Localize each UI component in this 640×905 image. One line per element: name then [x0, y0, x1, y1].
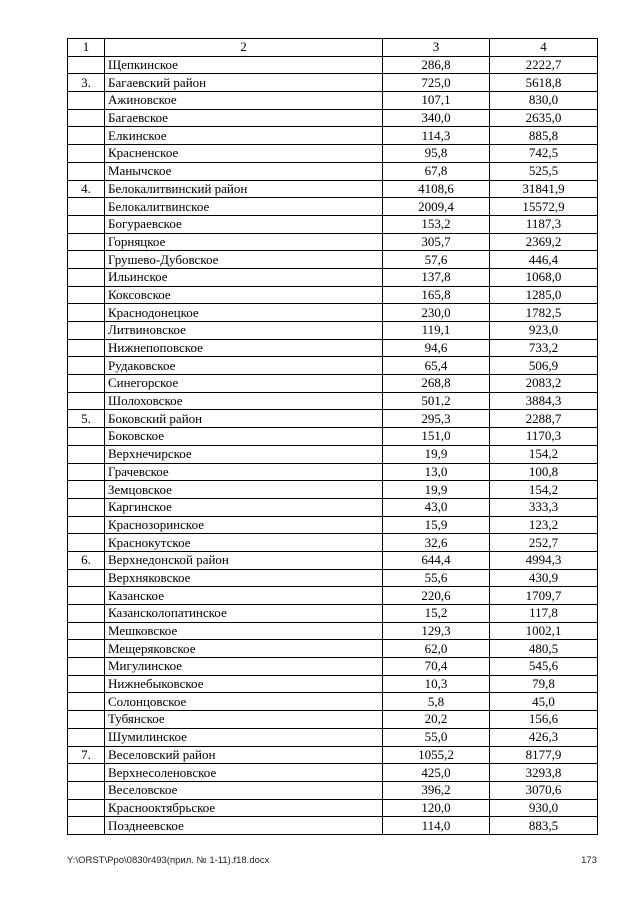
- table-row: [68, 375, 598, 393]
- table-row: [68, 215, 598, 233]
- row-name-cell: Ажиновское: [105, 92, 383, 110]
- row-number-cell: [68, 728, 105, 746]
- row-value-cell-4: 883,5: [490, 817, 598, 835]
- row-name-cell: Богураевское: [105, 215, 383, 233]
- row-value-cell-4: 930,0: [490, 799, 598, 817]
- row-name-cell: Ильинское: [105, 268, 383, 286]
- row-number-cell: [68, 622, 105, 640]
- row-number-cell: [68, 658, 105, 676]
- row-number-cell: [68, 322, 105, 340]
- row-value-cell-4: 1170,3: [490, 428, 598, 446]
- table-row: [68, 109, 598, 127]
- row-number-cell: [68, 198, 105, 216]
- row-number-cell: [68, 481, 105, 499]
- table-row: [68, 233, 598, 251]
- row-name-cell: Манычское: [105, 162, 383, 180]
- table-row: [68, 817, 598, 835]
- table-row: [68, 622, 598, 640]
- row-value-cell-3: 137,8: [383, 268, 490, 286]
- table-row: [68, 339, 598, 357]
- row-value-cell-4: 1285,0: [490, 286, 598, 304]
- row-name-cell: Краснозоринское: [105, 516, 383, 534]
- footer-page-number: 173: [581, 855, 597, 866]
- row-number-cell: 7.: [68, 746, 105, 764]
- row-name-cell: Белокалитвинское: [105, 198, 383, 216]
- row-value-cell-4: 446,4: [490, 251, 598, 269]
- row-name-cell: Тубянское: [105, 711, 383, 729]
- row-name-cell: Казанское: [105, 587, 383, 605]
- table-row: [68, 445, 598, 463]
- row-value-cell-4: 8177,9: [490, 746, 598, 764]
- table-row: [68, 268, 598, 286]
- row-name-cell: Багаевский район: [105, 74, 383, 92]
- row-value-cell-3: 1055,2: [383, 746, 490, 764]
- row-name-cell: Позднеевское: [105, 817, 383, 835]
- row-value-cell-4: 923,0: [490, 322, 598, 340]
- row-value-cell-3: 19,9: [383, 481, 490, 499]
- row-value-cell-3: 120,0: [383, 799, 490, 817]
- row-number-cell: [68, 251, 105, 269]
- row-number-cell: [68, 764, 105, 782]
- table-row: [68, 658, 598, 676]
- table-row: [68, 569, 598, 587]
- row-value-cell-3: 10,3: [383, 675, 490, 693]
- row-name-cell: Синегорское: [105, 375, 383, 393]
- row-value-cell-4: 1782,5: [490, 304, 598, 322]
- row-value-cell-4: 3884,3: [490, 392, 598, 410]
- header-cell-1: 1: [68, 39, 105, 57]
- row-value-cell-3: 65,4: [383, 357, 490, 375]
- row-number-cell: [68, 233, 105, 251]
- row-value-cell-4: 100,8: [490, 463, 598, 481]
- table-row: [68, 92, 598, 110]
- row-value-cell-3: 55,6: [383, 569, 490, 587]
- row-name-cell: Краснокутское: [105, 534, 383, 552]
- row-value-cell-4: 1187,3: [490, 215, 598, 233]
- row-name-cell: Шумилинское: [105, 728, 383, 746]
- row-number-cell: [68, 463, 105, 481]
- row-name-cell: Щепкинское: [105, 56, 383, 74]
- row-value-cell-4: 45,0: [490, 693, 598, 711]
- row-name-cell: Казансколопатинское: [105, 605, 383, 623]
- table-row: [68, 127, 598, 145]
- header-cell-4: 4: [490, 39, 598, 57]
- row-value-cell-3: 501,2: [383, 392, 490, 410]
- row-number-cell: [68, 392, 105, 410]
- row-number-cell: [68, 640, 105, 658]
- row-number-cell: [68, 428, 105, 446]
- table-row: [68, 286, 598, 304]
- table-row: [68, 551, 598, 569]
- row-value-cell-3: 32,6: [383, 534, 490, 552]
- row-name-cell: Грушево-Дубовское: [105, 251, 383, 269]
- row-value-cell-4: 3070,6: [490, 781, 598, 799]
- row-number-cell: 6.: [68, 551, 105, 569]
- table-row: [68, 481, 598, 499]
- row-name-cell: Мещеряковское: [105, 640, 383, 658]
- row-value-cell-3: 153,2: [383, 215, 490, 233]
- row-number-cell: [68, 817, 105, 835]
- table-body: [68, 56, 598, 834]
- row-value-cell-3: 230,0: [383, 304, 490, 322]
- row-name-cell: Багаевское: [105, 109, 383, 127]
- row-number-cell: [68, 109, 105, 127]
- row-value-cell-3: 43,0: [383, 498, 490, 516]
- row-value-cell-4: 426,3: [490, 728, 598, 746]
- row-value-cell-3: 57,6: [383, 251, 490, 269]
- row-name-cell: Белокалитвинский район: [105, 180, 383, 198]
- table-row: [68, 392, 598, 410]
- row-value-cell-4: 15572,9: [490, 198, 598, 216]
- row-value-cell-3: 268,8: [383, 375, 490, 393]
- row-number-cell: 5.: [68, 410, 105, 428]
- row-name-cell: Солонцовское: [105, 693, 383, 711]
- row-name-cell: Верхнечирское: [105, 445, 383, 463]
- row-value-cell-3: 20,2: [383, 711, 490, 729]
- row-name-cell: Рудаковское: [105, 357, 383, 375]
- row-value-cell-4: 1002,1: [490, 622, 598, 640]
- row-name-cell: Елкинское: [105, 127, 383, 145]
- row-name-cell: Веселовский район: [105, 746, 383, 764]
- row-value-cell-4: 506,9: [490, 357, 598, 375]
- row-value-cell-4: 830,0: [490, 92, 598, 110]
- row-number-cell: [68, 799, 105, 817]
- row-value-cell-4: 2083,2: [490, 375, 598, 393]
- header-cell-3: 3: [383, 39, 490, 57]
- row-value-cell-4: 3293,8: [490, 764, 598, 782]
- row-value-cell-4: 4994,3: [490, 551, 598, 569]
- row-name-cell: Нижнебыковское: [105, 675, 383, 693]
- table-row: [68, 322, 598, 340]
- row-value-cell-4: 430,9: [490, 569, 598, 587]
- row-number-cell: [68, 339, 105, 357]
- row-number-cell: [68, 145, 105, 163]
- row-value-cell-3: 129,3: [383, 622, 490, 640]
- row-value-cell-3: 725,0: [383, 74, 490, 92]
- row-name-cell: Краснодонецкое: [105, 304, 383, 322]
- row-value-cell-3: 62,0: [383, 640, 490, 658]
- row-number-cell: [68, 215, 105, 233]
- row-value-cell-3: 15,2: [383, 605, 490, 623]
- row-name-cell: Мешковское: [105, 622, 383, 640]
- row-value-cell-4: 742,5: [490, 145, 598, 163]
- row-value-cell-4: 117,8: [490, 605, 598, 623]
- row-value-cell-3: 295,3: [383, 410, 490, 428]
- row-value-cell-3: 340,0: [383, 109, 490, 127]
- row-number-cell: [68, 711, 105, 729]
- table-row: [68, 534, 598, 552]
- row-name-cell: Краснооктябрьское: [105, 799, 383, 817]
- row-value-cell-3: 55,0: [383, 728, 490, 746]
- row-number-cell: [68, 534, 105, 552]
- row-number-cell: [68, 445, 105, 463]
- row-number-cell: [68, 92, 105, 110]
- row-number-cell: [68, 375, 105, 393]
- row-value-cell-3: 220,6: [383, 587, 490, 605]
- row-name-cell: Коксовское: [105, 286, 383, 304]
- row-value-cell-3: 119,1: [383, 322, 490, 340]
- table-row: [68, 764, 598, 782]
- row-name-cell: Шолоховское: [105, 392, 383, 410]
- row-value-cell-4: 480,5: [490, 640, 598, 658]
- row-value-cell-3: 305,7: [383, 233, 490, 251]
- row-value-cell-3: 425,0: [383, 764, 490, 782]
- row-number-cell: [68, 162, 105, 180]
- row-value-cell-4: 885,8: [490, 127, 598, 145]
- table-row: [68, 251, 598, 269]
- row-name-cell: Верхняковское: [105, 569, 383, 587]
- table-row: [68, 587, 598, 605]
- row-number-cell: 3.: [68, 74, 105, 92]
- table-row: [68, 145, 598, 163]
- row-value-cell-3: 114,3: [383, 127, 490, 145]
- row-value-cell-4: 545,6: [490, 658, 598, 676]
- row-value-cell-4: 2222,7: [490, 56, 598, 74]
- row-number-cell: [68, 304, 105, 322]
- row-value-cell-3: 165,8: [383, 286, 490, 304]
- row-name-cell: Боковский район: [105, 410, 383, 428]
- table-row: [68, 56, 598, 74]
- table-row: [68, 304, 598, 322]
- row-value-cell-4: 5618,8: [490, 74, 598, 92]
- table-row: [68, 357, 598, 375]
- row-number-cell: [68, 605, 105, 623]
- row-number-cell: [68, 286, 105, 304]
- table-row: [68, 410, 598, 428]
- table-row: [68, 746, 598, 764]
- document-table: [67, 38, 598, 835]
- row-value-cell-3: 94,6: [383, 339, 490, 357]
- row-name-cell: Красненское: [105, 145, 383, 163]
- table-row: [68, 74, 598, 92]
- table-row: [68, 640, 598, 658]
- row-number-cell: [68, 587, 105, 605]
- row-number-cell: [68, 127, 105, 145]
- row-number-cell: [68, 268, 105, 286]
- table-row: [68, 799, 598, 817]
- row-value-cell-4: 2288,7: [490, 410, 598, 428]
- row-number-cell: [68, 693, 105, 711]
- row-value-cell-4: 154,2: [490, 445, 598, 463]
- row-value-cell-3: 15,9: [383, 516, 490, 534]
- row-number-cell: [68, 357, 105, 375]
- row-name-cell: Нижнепоповское: [105, 339, 383, 357]
- row-value-cell-3: 4108,6: [383, 180, 490, 198]
- table-row: [68, 675, 598, 693]
- row-value-cell-3: 67,8: [383, 162, 490, 180]
- row-value-cell-3: 644,4: [383, 551, 490, 569]
- row-value-cell-4: 154,2: [490, 481, 598, 499]
- row-value-cell-3: 107,1: [383, 92, 490, 110]
- table-row: [68, 463, 598, 481]
- row-value-cell-3: 2009,4: [383, 198, 490, 216]
- table-row: [68, 516, 598, 534]
- row-value-cell-4: 252,7: [490, 534, 598, 552]
- table-row: [68, 728, 598, 746]
- row-value-cell-3: 114,0: [383, 817, 490, 835]
- table-row: [68, 605, 598, 623]
- row-number-cell: 4.: [68, 180, 105, 198]
- row-value-cell-4: 1709,7: [490, 587, 598, 605]
- row-value-cell-4: 733,2: [490, 339, 598, 357]
- row-value-cell-4: 525,5: [490, 162, 598, 180]
- row-number-cell: [68, 516, 105, 534]
- table-row: [68, 428, 598, 446]
- row-number-cell: [68, 675, 105, 693]
- footer-file-path: Y:\ORST\Ppo\0830r493(прил. № 1-11).f18.docx: [67, 855, 270, 866]
- row-value-cell-3: 95,8: [383, 145, 490, 163]
- row-name-cell: Каргинское: [105, 498, 383, 516]
- table-row: [68, 781, 598, 799]
- row-value-cell-4: 2369,2: [490, 233, 598, 251]
- table-row: [68, 180, 598, 198]
- table-row: [68, 693, 598, 711]
- table-row: [68, 711, 598, 729]
- row-name-cell: Верхнедонской район: [105, 551, 383, 569]
- table-row: [68, 198, 598, 216]
- table-row: [68, 162, 598, 180]
- row-name-cell: Земцовское: [105, 481, 383, 499]
- table-header-row: [68, 39, 598, 57]
- row-number-cell: [68, 781, 105, 799]
- row-name-cell: Мигулинское: [105, 658, 383, 676]
- row-value-cell-3: 396,2: [383, 781, 490, 799]
- row-name-cell: Боковское: [105, 428, 383, 446]
- row-value-cell-3: 286,8: [383, 56, 490, 74]
- row-number-cell: [68, 56, 105, 74]
- row-value-cell-4: 333,3: [490, 498, 598, 516]
- row-name-cell: Горняцкое: [105, 233, 383, 251]
- row-name-cell: Веселовское: [105, 781, 383, 799]
- row-value-cell-4: 123,2: [490, 516, 598, 534]
- row-name-cell: Верхнесоленовское: [105, 764, 383, 782]
- header-cell-2: 2: [105, 39, 383, 57]
- row-value-cell-3: 13,0: [383, 463, 490, 481]
- row-value-cell-4: 1068,0: [490, 268, 598, 286]
- row-name-cell: Литвиновское: [105, 322, 383, 340]
- row-value-cell-4: 156,6: [490, 711, 598, 729]
- row-value-cell-3: 5,8: [383, 693, 490, 711]
- row-name-cell: Грачевское: [105, 463, 383, 481]
- row-number-cell: [68, 498, 105, 516]
- row-value-cell-3: 151,0: [383, 428, 490, 446]
- row-value-cell-4: 2635,0: [490, 109, 598, 127]
- row-number-cell: [68, 569, 105, 587]
- row-value-cell-3: 19,9: [383, 445, 490, 463]
- table-row: [68, 498, 598, 516]
- row-value-cell-3: 70,4: [383, 658, 490, 676]
- row-value-cell-4: 31841,9: [490, 180, 598, 198]
- row-value-cell-4: 79,8: [490, 675, 598, 693]
